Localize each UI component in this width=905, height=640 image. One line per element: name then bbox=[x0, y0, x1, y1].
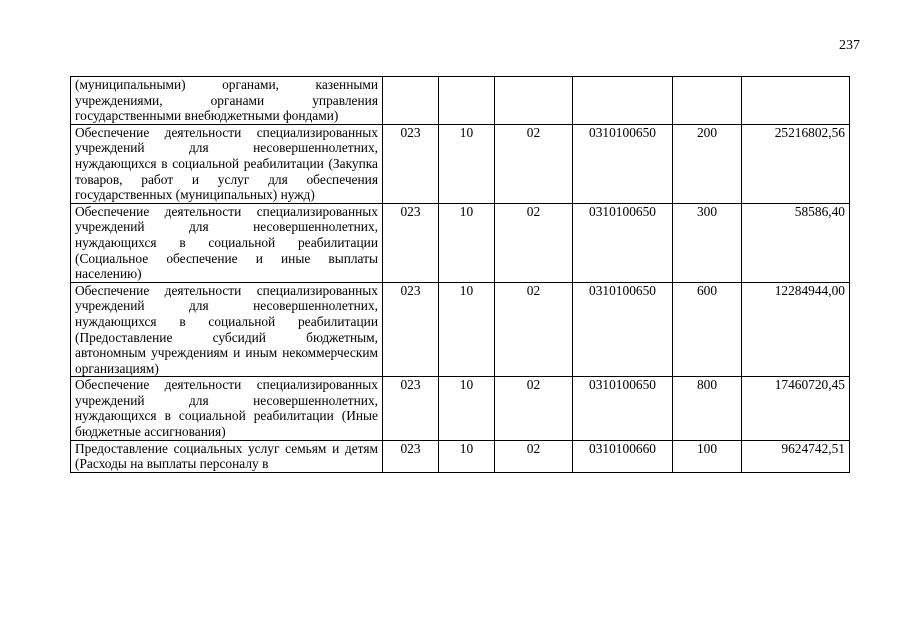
row-section-code bbox=[439, 77, 495, 125]
page-number: 237 bbox=[839, 38, 860, 53]
row-expense-type-code bbox=[673, 77, 742, 125]
row-target-article-code: 0310100650 bbox=[573, 377, 673, 440]
row-grbs-code: 023 bbox=[383, 440, 439, 472]
row-grbs-code: 023 bbox=[383, 124, 439, 203]
table-row bbox=[71, 377, 850, 440]
row-description: Обеспечение деятельности специализированных учреждений для несовершеннолетних, нуждающихся в социальной реабилитации (Социальное обеспечение и иные выплаты населению) bbox=[71, 203, 383, 282]
row-expense-type-code: 200 bbox=[673, 124, 742, 203]
row-section-code: 10 bbox=[439, 282, 495, 377]
row-description: Обеспечение деятельности специализированных учреждений для несовершеннолетних, нуждающихся в социальной реабилитации (Предоставление субсидий бюджетным, автономным учреждениям и иным некоммерческим организациям) bbox=[71, 282, 383, 377]
row-subsection-code: 02 bbox=[495, 124, 573, 203]
row-expense-type-code: 800 bbox=[673, 377, 742, 440]
row-amount: 17460720,45 bbox=[742, 377, 850, 440]
row-subsection-code: 02 bbox=[495, 282, 573, 377]
row-description: Обеспечение деятельности специализированных учреждений для несовершеннолетних, нуждающихся в социальной реабилитации (Закупка товаров, работ и услуг для обеспечения государственных (муниципальных) нужд) bbox=[71, 124, 383, 203]
row-amount: 9624742,51 bbox=[742, 440, 850, 472]
table-row bbox=[71, 440, 850, 472]
budget-table bbox=[70, 76, 850, 473]
table-row bbox=[71, 124, 850, 203]
row-subsection-code: 02 bbox=[495, 377, 573, 440]
row-target-article-code: 0310100650 bbox=[573, 124, 673, 203]
row-section-code: 10 bbox=[439, 203, 495, 282]
row-expense-type-code: 100 bbox=[673, 440, 742, 472]
row-subsection-code: 02 bbox=[495, 440, 573, 472]
row-grbs-code: 023 bbox=[383, 282, 439, 377]
table-row bbox=[71, 282, 850, 377]
row-target-article-code: 0310100660 bbox=[573, 440, 673, 472]
row-expense-type-code: 600 bbox=[673, 282, 742, 377]
row-description: Обеспечение деятельности специализированных учреждений для несовершеннолетних, нуждающихся в социальной реабилитации (Иные бюджетные ассигнования) bbox=[71, 377, 383, 440]
row-amount: 25216802,56 bbox=[742, 124, 850, 203]
row-amount bbox=[742, 77, 850, 125]
row-section-code: 10 bbox=[439, 440, 495, 472]
row-grbs-code: 023 bbox=[383, 203, 439, 282]
row-target-article-code: 0310100650 bbox=[573, 203, 673, 282]
row-description: (муниципальными) органами, казенными учреждениями, органами управления государственными внебюджетными фондами) bbox=[71, 77, 383, 125]
row-amount: 58586,40 bbox=[742, 203, 850, 282]
row-subsection-code bbox=[495, 77, 573, 125]
row-description: Предоставление социальных услуг семьям и детям (Расходы на выплаты персоналу в bbox=[71, 440, 383, 472]
row-target-article-code: 0310100650 bbox=[573, 282, 673, 377]
row-grbs-code: 023 bbox=[383, 377, 439, 440]
row-amount: 12284944,00 bbox=[742, 282, 850, 377]
row-expense-type-code: 300 bbox=[673, 203, 742, 282]
row-grbs-code bbox=[383, 77, 439, 125]
table-row bbox=[71, 77, 850, 125]
table-row bbox=[71, 203, 850, 282]
row-section-code: 10 bbox=[439, 124, 495, 203]
row-target-article-code bbox=[573, 77, 673, 125]
row-section-code: 10 bbox=[439, 377, 495, 440]
row-subsection-code: 02 bbox=[495, 203, 573, 282]
